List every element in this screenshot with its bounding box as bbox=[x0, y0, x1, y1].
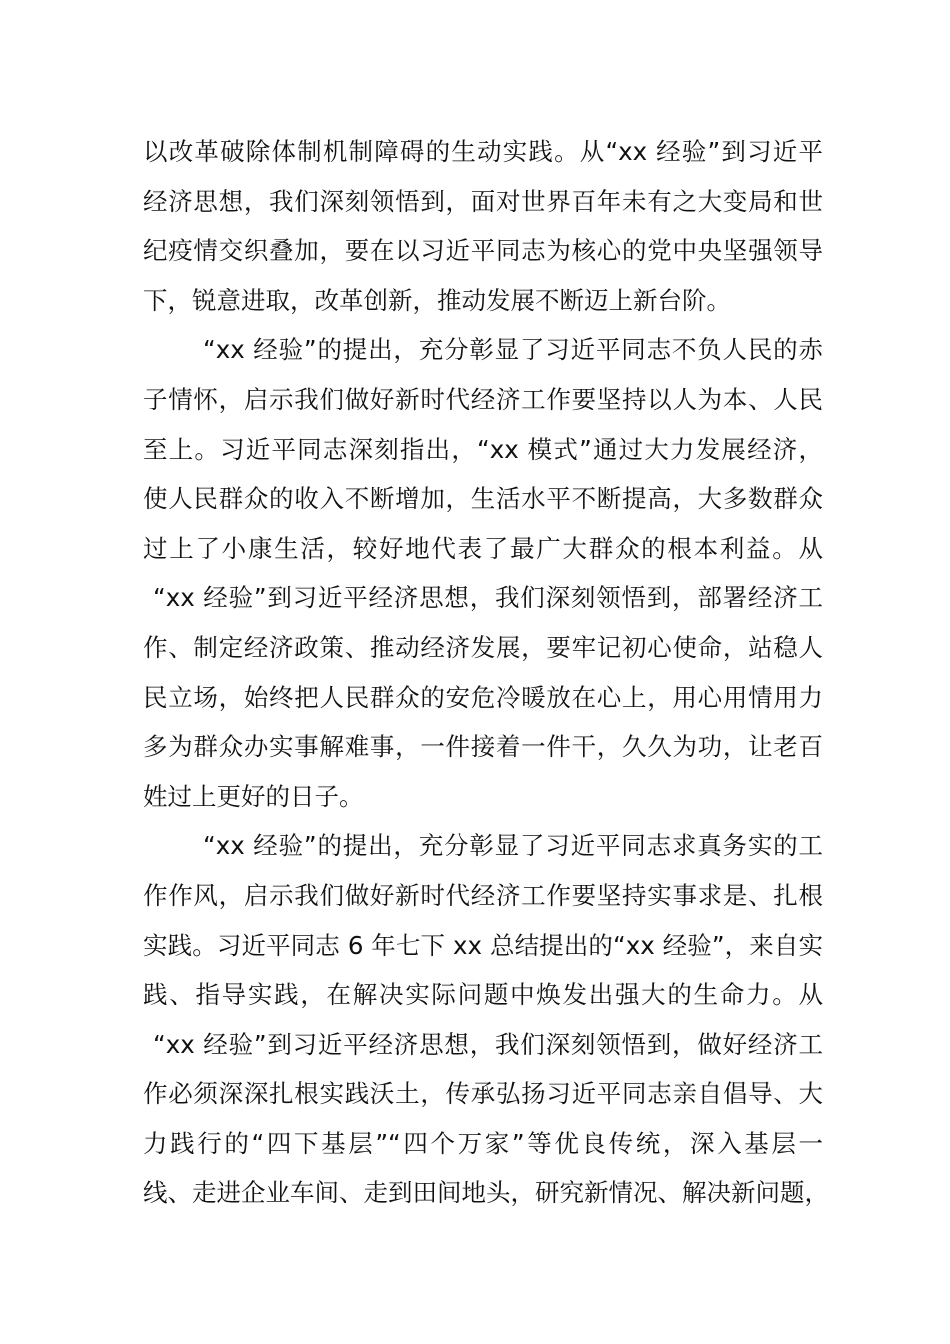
text-line: 以改革破除体制机制障碍的生动实践。从“xx 经验”到习近平 bbox=[143, 137, 823, 166]
text-line: 下，锐意进取，改革创新，推动发展不断迈上新台阶。 bbox=[143, 285, 731, 315]
text-line: 践、指导实践，在解决实际问题中焕发出强大的生命力。从 bbox=[143, 980, 823, 1010]
text-line: 力践行的“四下基层”“四个万家”等优良传统，深入基层一 bbox=[143, 1128, 823, 1158]
text-line: 作作风，启示我们做好新时代经济工作要坚持实事求是、扎根 bbox=[143, 880, 823, 910]
text-line: 子情怀，启示我们做好新时代经济工作要坚持以人为本、人民 bbox=[143, 384, 823, 414]
text-line: “xx 经验”到习近平经济思想，我们深刻领悟到，做好经济工 bbox=[153, 1029, 823, 1059]
text-line: 使人民群众的收入不断增加，生活水平不断提高，大多数群众 bbox=[143, 484, 823, 514]
paragraph-first-line: “xx 经验”的提出，充分彰显了习近平同志不负人民的赤 bbox=[203, 335, 823, 365]
text-line: 纪疫情交织叠加，要在以习近平同志为核心的党中央坚强领导 bbox=[143, 236, 823, 266]
body-text bbox=[143, 127, 829, 1218]
text-line: 过上了小康生活，较好地代表了最广大群众的根本利益。从 bbox=[143, 533, 823, 563]
text-line: 民立场，始终把人民群众的安危冷暖放在心上，用心用情用力 bbox=[143, 682, 823, 712]
text-line: 作必须深深扎根实践沃土，传承弘扬习近平同志亲自倡导、大 bbox=[143, 1079, 823, 1109]
paragraph-first-line: “xx 经验”的提出，充分彰显了习近平同志求真务实的工 bbox=[203, 831, 823, 861]
text-line: 经济思想，我们深刻领悟到，面对世界百年未有之大变局和世 bbox=[143, 186, 823, 216]
text-line: 实践。习近平同志 6 年七下 xx 总结提出的“xx 经验”，来自实 bbox=[143, 930, 823, 960]
text-line: 至上。习近平同志深刻指出，“xx 模式”通过大力发展经济， bbox=[143, 434, 823, 464]
text-line: 作、制定经济政策、推动经济发展，要牢记初心使命，站稳人 bbox=[143, 632, 823, 662]
text-line: “xx 经验”到习近平经济思想，我们深刻领悟到，部署经济工 bbox=[153, 583, 823, 613]
text-line: 多为群众办实事解难事，一件接着一件干，久久为功，让老百 bbox=[143, 732, 823, 762]
text-line: 姓过上更好的日子。 bbox=[143, 781, 364, 811]
text-line: 线、走进企业车间、走到田间地头，研究新情况、解决新问题， bbox=[143, 1178, 829, 1208]
